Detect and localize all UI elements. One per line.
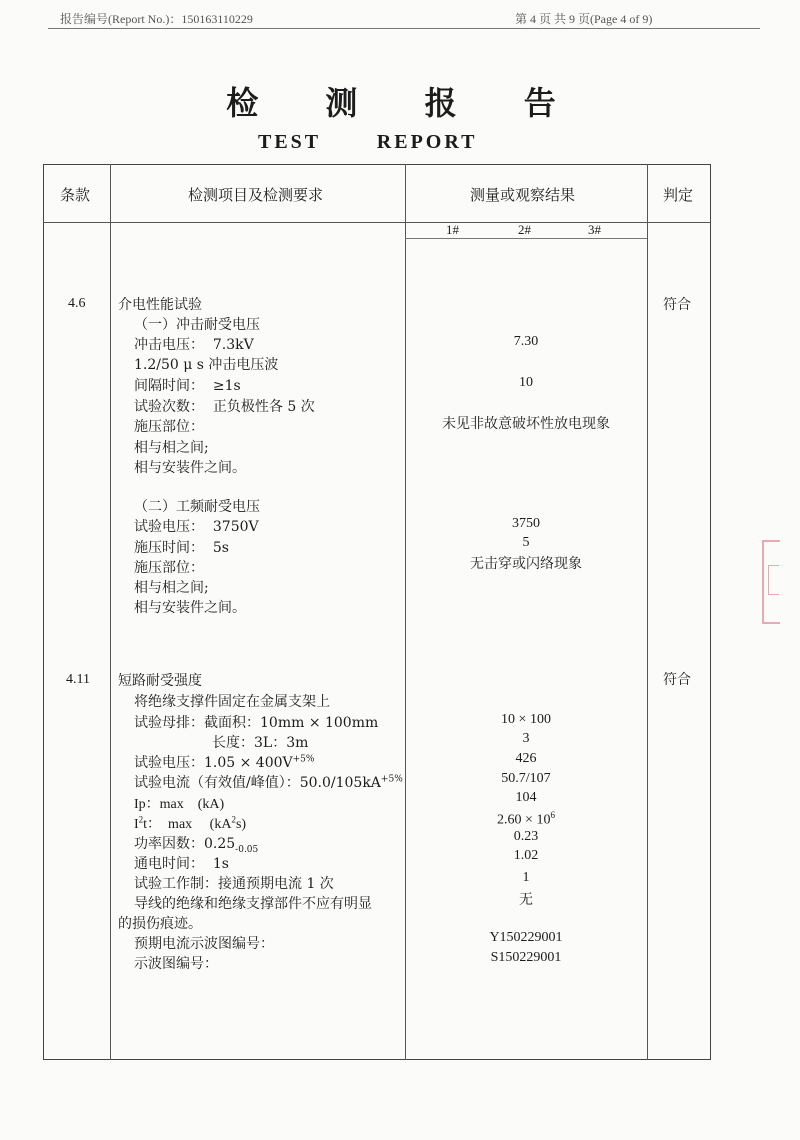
result-value: Y150229001 [489,930,563,945]
report-number: 报告编号(Report No.)：150163110229 [60,12,253,26]
item-line: （一）冲击耐受电压 [134,317,260,333]
item-line: 冲击电压： 7.3kV [134,337,254,353]
result-value: 3 [522,731,530,746]
item-line: 长度：3L：3m [212,735,309,751]
item-line: 试验电流（有效值/峰值）：$50.0/105kA^{+5\%}$ [134,774,403,791]
item-line: 介电性能试验 [118,297,202,313]
item-line: 功率因数：$0.25_{-0.05}$ [134,836,259,855]
item-line: 施压时间： 5s [134,540,229,556]
clause-4-11: 4.11 [66,672,90,687]
result-value: 0.23 [513,829,539,844]
result-value: 10 [519,375,533,390]
header-row-divider [43,222,711,223]
verdict-4-6: 符合 [663,297,691,313]
item-line: 短路耐受强度 [118,673,202,689]
item-line: 将绝缘支撑件固定在金属支架上 [134,694,330,710]
item-line: 试验工作制：接通预期电流 1 次 [134,876,334,892]
item-line: 导线的绝缘和绝缘支撑部件不应有明显 [134,896,372,912]
sample-1: 1# [446,222,459,237]
result-value: 426 [515,751,537,766]
result-value: 10 × 100 [501,712,551,727]
item-line: 相与相之间; [134,580,209,596]
item-line: 试验母排：截面积：10mm × 100mm [134,715,379,731]
result-value: 1 [522,870,530,885]
item-line: 通电时间： 1s [134,856,229,872]
item-line: 间隔时间： ≥1s [134,378,241,394]
title-english: TEST REPORT [258,131,478,153]
page-number: 第 4 页 共 9 页(Page 4 of 9) [515,12,653,26]
result-value: $2.60 \times 10^6$ [497,810,555,828]
col-divider-1 [110,164,111,1060]
header-rule [48,28,760,29]
item-line: 相与相之间; [134,440,209,456]
item-line: 施压部位： [134,419,204,435]
item-line: （二）工频耐受电压 [134,499,260,515]
col-divider-3 [647,164,648,1060]
verdict-4-11: 符合 [663,672,691,688]
result-value: 7.30 [513,334,539,349]
header-clause: 条款 [60,186,91,204]
item-line: 试验电压：$1.05 \times 400V^{+5\%}$ [134,754,315,771]
clause-4-6: 4.6 [68,296,86,311]
item-line: 施压部位： [134,560,204,576]
item-line: 相与安装件之间。 [134,460,246,476]
item-line: $I^2t$： max $(kA^2s)$ [134,814,247,832]
item-line: 试验电压： 3750V [134,519,259,535]
item-line: 示波图编号： [134,956,218,972]
col-divider-2 [405,164,406,1060]
sample-row-divider [405,238,647,239]
item-line: Ip：max (kA) [134,797,225,812]
result-value: 3750 [512,516,540,531]
seal-mark-inner [768,565,779,595]
sample-3: 3# [588,222,601,237]
result-value: S150229001 [490,950,562,965]
result-value: 104 [515,790,537,805]
item-line: 的损伤痕迹。 [118,916,202,932]
item-line: 试验次数： 正负极性各 5 次 [134,399,315,415]
header-verdict: 判定 [663,186,694,204]
header-result: 测量或观察结果 [470,186,576,204]
item-line: 预期电流示波图编号： [134,936,274,952]
header-item: 检测项目及检测要求 [188,186,324,204]
result-value: 无 [519,892,533,908]
result-value: 无击穿或闪络现象 [470,556,582,572]
title-chinese: 检 测 报 告 [226,84,584,122]
result-value: 1.02 [513,848,539,863]
result-value: 未见非故意破坏性放电现象 [442,416,610,432]
sample-2: 2# [518,222,531,237]
item-line: 相与安装件之间。 [134,600,246,616]
result-value: 5 [522,535,530,550]
item-line: 1.2/50 μ s 冲击电压波 [134,357,279,373]
result-value: 50.7/107 [501,771,551,786]
